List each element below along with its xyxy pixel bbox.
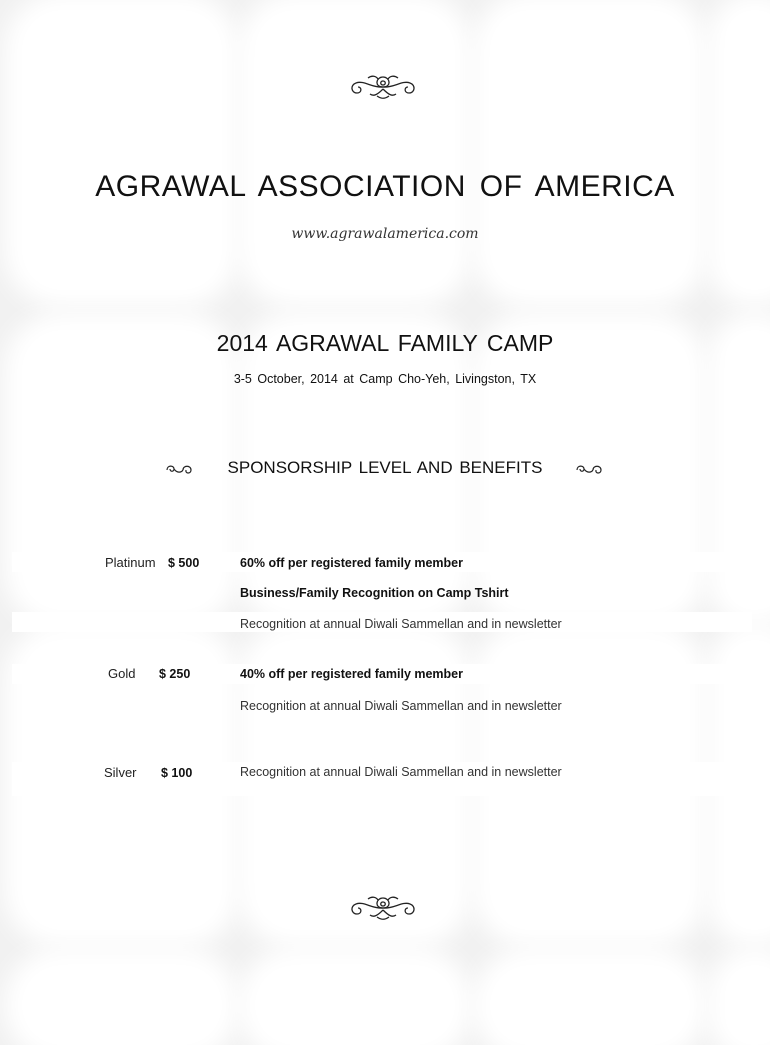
organization-title: AGRAWAL ASSOCIATION OF AMERICA: [95, 170, 675, 203]
level-name: Silver: [104, 765, 137, 780]
scroll-ornament-icon: [348, 893, 418, 923]
website-link[interactable]: www.agrawalamerica.com: [291, 226, 479, 242]
level-amount: $ 100: [161, 766, 193, 780]
camp-subtitle: 3-5 October, 2014 at Camp Cho-Yeh, Livingston, TX: [233, 372, 537, 386]
level-amount: $ 500: [168, 556, 200, 570]
sponsorship-heading: SPONSORSHIP LEVEL AND BENEFITS: [227, 458, 543, 477]
level-name: Platinum: [105, 555, 156, 570]
camp-title: 2014 AGRAWAL FAMILY CAMP: [216, 330, 554, 356]
benefit-discount: 40% off per registered family member: [240, 667, 463, 681]
benefit-recognition: Recognition at annual Diwali Sammellan and in newsletter: [240, 765, 562, 779]
benefit-discount: 60% off per registered family member: [240, 556, 463, 570]
scroll-ornament-icon: [348, 72, 418, 102]
level-name: Gold: [108, 666, 136, 681]
benefit-recognition: Recognition at annual Diwali Sammellan and in newsletter: [240, 699, 562, 713]
benefit-recognition: Recognition at annual Diwali Sammellan and in newsletter: [240, 617, 562, 631]
benefit-tshirt: Business/Family Recognition on Camp Tshirt: [240, 586, 509, 600]
level-amount: $ 250: [159, 667, 191, 681]
swirl-flourish-icon: [575, 462, 603, 476]
